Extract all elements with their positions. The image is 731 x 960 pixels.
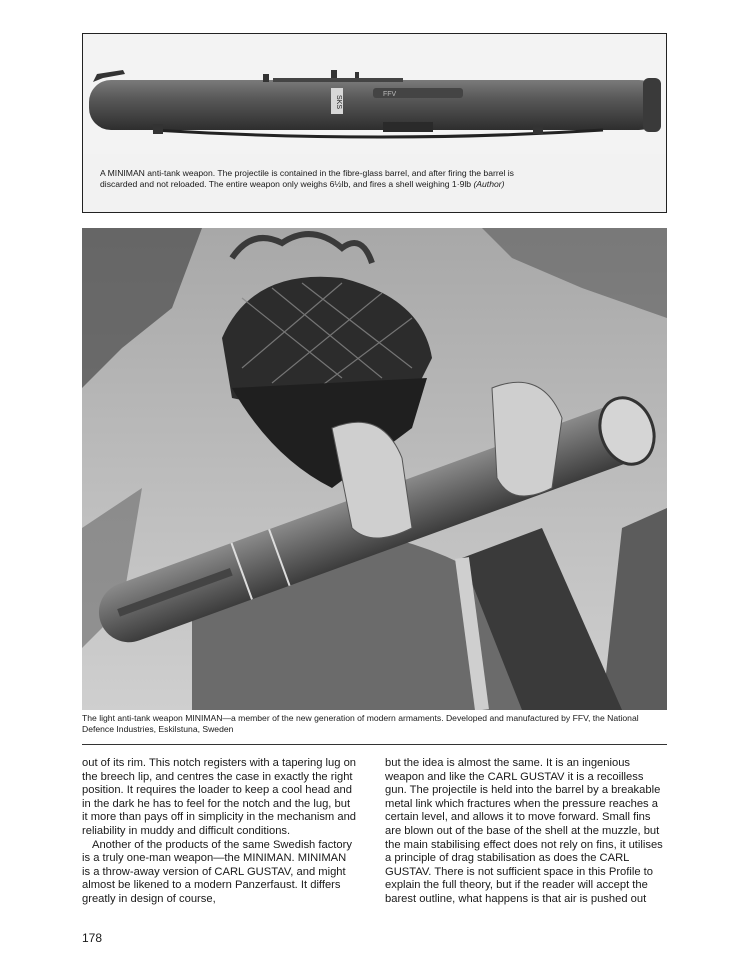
- soldier-photo: [82, 228, 667, 710]
- barrel-marking-text: SKS: [335, 94, 342, 110]
- caption-top-text: A MINIMAN anti-tank weapon. The projectile is contained in the fibre-glass barrel, and after firing the barrel is discarded and not reloaded. The entire weapon only weighs 6½lb, and fires a shell weighing 1·9lb: [100, 168, 514, 189]
- barrel-label-text: FFV: [383, 91, 397, 98]
- caption-top: [100, 168, 520, 190]
- body-paragraph: but the idea is almost the same. It is an ingenious weapon and like the CARL GUSTAV it is a recoilless gun. The projectile is held into the barrel by a breakable metal link which fractures when the pressure reaches a certain level, and allows it to move forward. Small fins are blown out of the base of the shell at the muzzle, but the main stabilising effect does not rely on fins, it utilises a principle of drag stabilisation as does the CARL GUSTAV. There is not sufficient space in this Profile to explain the full theory, but if the reader will accept the barest outline, what happens is that air is pushed out: [385, 757, 663, 905]
- miniman-weapon-image: [83, 34, 667, 154]
- body-column-right: [385, 757, 668, 907]
- body-paragraph: Another of the products of the same Swedish factory is a truly one-man weapon—the MINIMAN. MINIMAN is a throw-away version of CARL GUSTAV, and might almost be likened to a modern Panzerfaust. It differs greatly in design of course,: [82, 838, 352, 905]
- soldier-with-miniman-image: [82, 228, 667, 710]
- caption-divider: [82, 744, 667, 745]
- page-number: 178: [82, 931, 103, 945]
- body-column-left: [82, 757, 357, 907]
- caption-main: The light anti-tank weapon MINIMAN—a member of the new generation of modern armaments. Developed and manufactured by FFV, the National Defence Industries, Eskilstuna, Sweden: [82, 713, 639, 734]
- body-paragraph: out of its rim. This notch registers with a tapering lug on the breech lip, and centres the case in exactly the right position. It requires the loader to keep a cool head and in the dark he has to feel for the notch and the lug, but it more than pays off in simplicity in the mechanism and reliability in muddy and difficult conditions.: [82, 757, 357, 837]
- caption-top-credit: (Author): [473, 179, 505, 189]
